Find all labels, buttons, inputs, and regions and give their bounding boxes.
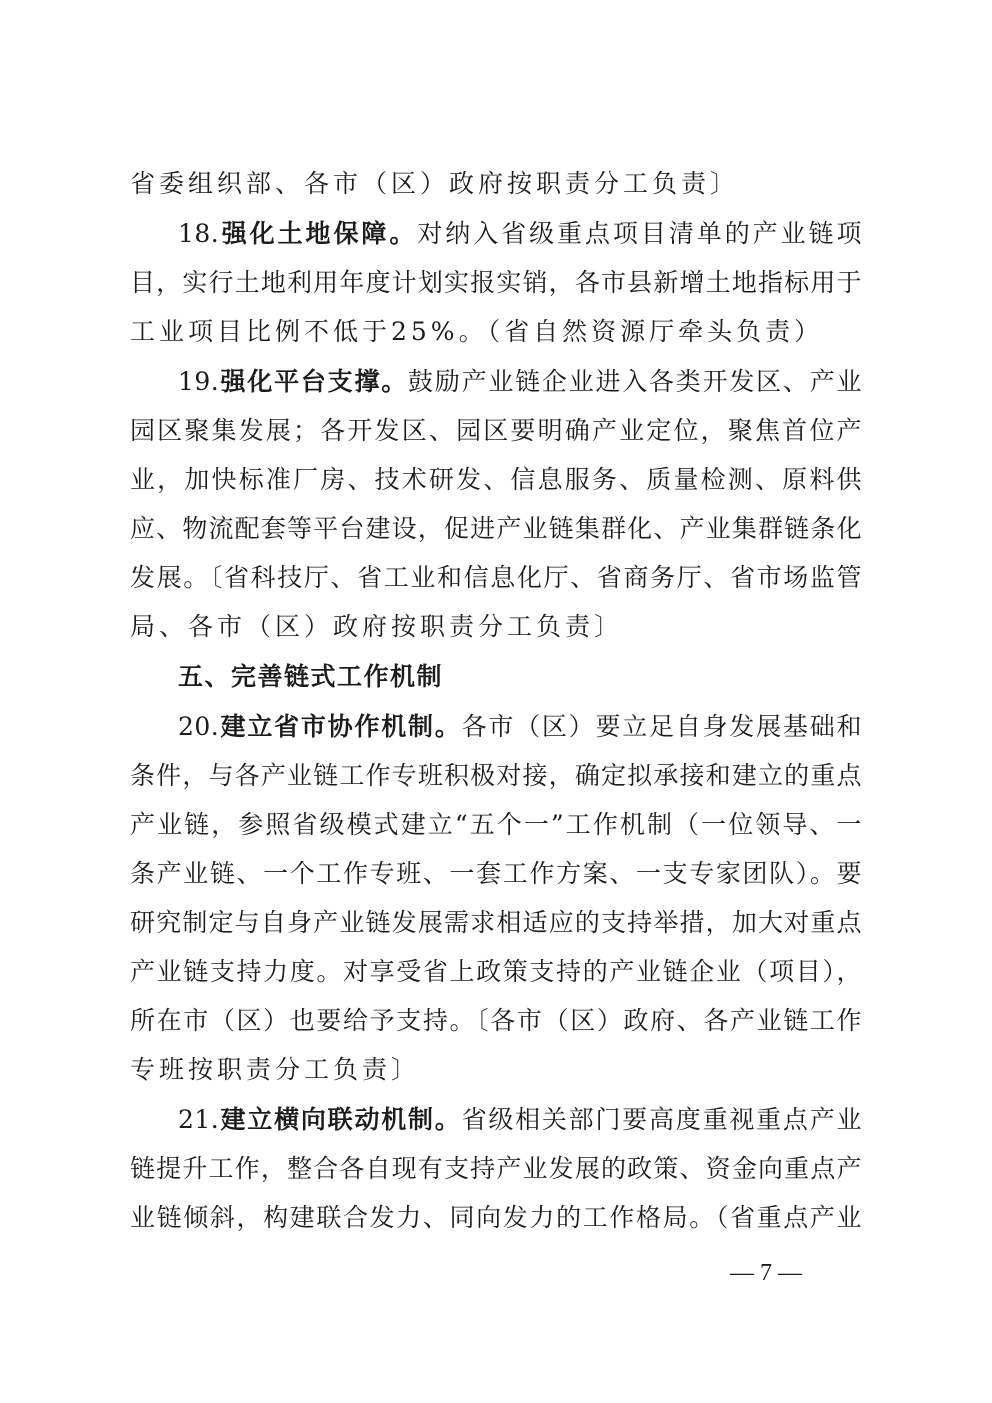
item-21-line: 业链倾斜，构建联合发力、同向发力的工作格局。（省重点产业 (130, 1203, 862, 1232)
item-18-line: 工业项目比例不低于25%。（省自然资源厅牵头负责） (130, 317, 824, 346)
carryover-line: 省委组织部、各市（区）政府按职责分工负责〕 (130, 169, 740, 198)
item-18-line: 目，实行土地利用年度计划实报实销，各市县新增土地指标用于 (130, 268, 862, 297)
page-number: — 7 — (730, 1260, 802, 1286)
item-19-first-line: 19.强化平台支撑。鼓励产业链企业进入各类开发区、产业 (178, 367, 862, 396)
item-19-title: 强化平台支撑。 (219, 367, 409, 396)
item-19-line: 业，加快标准厂房、技术研发、信息服务、质量检测、原料供 (130, 465, 862, 494)
item-19-number: 19. (178, 367, 220, 396)
item-19-line: 局、各市（区）政府按职责分工负责〕 (130, 612, 624, 641)
item-21-title: 建立横向联动机制。 (219, 1105, 462, 1134)
item-20-first-line: 20.建立省市协作机制。各市（区）要立足自身发展基础和 (178, 712, 862, 741)
item-20-line: 条产业链、一个工作专班、一套工作方案、一支专家团队）。要 (130, 859, 862, 888)
item-20-line: 研究制定与自身产业链发展需求相适应的支持举措，加大对重点 (130, 908, 862, 937)
item-19-line: 应、物流配套等平台建设，促进产业链集群化、产业集群链条化 (130, 514, 862, 543)
item-20-line: 条件，与各产业链工作专班积极对接，确定拟承接和建立的重点 (130, 761, 862, 790)
item-21-line: 链提升工作，整合各自现有支持产业发展的政策、资金向重点产 (130, 1154, 862, 1183)
item-20-line: 所在市（区）也要给予支持。〔各市（区）政府、各产业链工作 (130, 1006, 862, 1035)
item-20-title: 建立省市协作机制。 (219, 712, 462, 741)
item-18-title: 强化土地保障。 (219, 219, 418, 248)
item-21-number: 21. (178, 1105, 220, 1134)
item-19-line: 发展。〔省科技厅、省工业和信息化厅、省商务厅、省市场监管 (130, 563, 862, 592)
item-19-line: 园区聚集发展；各开发区、园区要明确产业定位，聚焦首位产 (130, 416, 862, 445)
item-20-number: 20. (178, 712, 220, 741)
section-heading: 五、完善链式工作机制 (178, 662, 444, 691)
item-20-line: 产业链支持力度。对享受省上政策支持的产业链企业（项目）， (130, 957, 862, 986)
item-18-first-line: 18.强化土地保障。对纳入省级重点项目清单的产业链项 (178, 219, 862, 248)
item-20-line: 专班按职责分工负责〕 (130, 1055, 421, 1084)
item-20-line: 产业链，参照省级模式建立“五个一”工作机制（一位领导、一 (130, 810, 862, 839)
item-21-first-line: 21.建立横向联动机制。省级相关部门要高度重视重点产业 (178, 1105, 862, 1134)
item-18-number: 18. (178, 219, 220, 248)
